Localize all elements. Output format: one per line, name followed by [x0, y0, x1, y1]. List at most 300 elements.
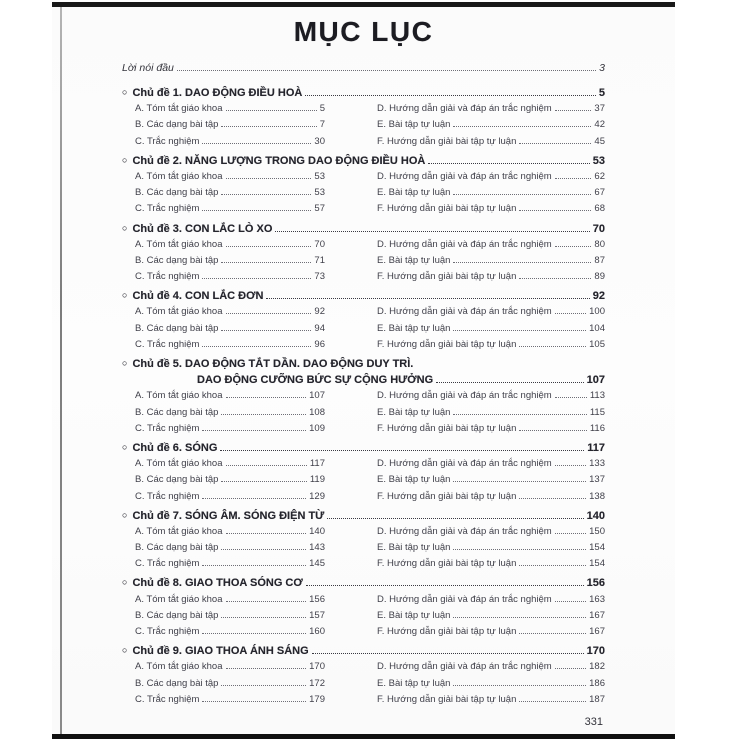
toc-entry-label: C. Trắc nghiệm — [135, 558, 200, 570]
dot-leader — [519, 701, 586, 702]
toc-entry — [135, 524, 325, 540]
toc-entry-label: F. Hướng dẫn giải bài tập tự luận — [377, 693, 517, 705]
dot-leader — [221, 194, 311, 195]
entries-left-column — [135, 169, 325, 218]
chapter-header — [122, 288, 605, 304]
dot-leader — [202, 278, 311, 279]
dot-leader — [519, 346, 586, 347]
dot-leader — [453, 617, 586, 618]
dot-leader — [453, 414, 586, 415]
page-title: MỤC LỤC — [293, 16, 434, 47]
toc-entry-page-number: 94 — [314, 322, 325, 334]
dot-leader — [202, 346, 311, 347]
chapter-header — [122, 221, 605, 237]
toc-entry-page-number: 70 — [314, 238, 325, 250]
toc-entry-page-number: 7 — [319, 119, 325, 131]
page-left-edge — [60, 7, 62, 734]
toc-entry-label: C. Trắc nghiệm — [135, 203, 200, 215]
toc-entry — [135, 472, 325, 488]
dot-leader — [555, 397, 587, 398]
dot-leader — [453, 194, 591, 195]
toc-entry-page-number: 5 — [319, 103, 325, 115]
dot-leader — [436, 382, 583, 383]
toc-entry — [377, 337, 605, 353]
entries-left-column — [135, 456, 325, 505]
toc-chapter — [122, 85, 605, 150]
toc-entry-label: D. Hướng dẫn giải và đáp án trắc nghiệm — [377, 306, 552, 318]
toc-entry-page-number: 156 — [309, 593, 325, 605]
dot-leader — [519, 633, 586, 634]
toc-entry-page-number: 89 — [594, 271, 605, 283]
toc-entry-page-number: 71 — [314, 254, 325, 266]
toc-entry — [377, 489, 605, 505]
toc-entry-label: F. Hướng dẫn giải bài tập tự luận — [377, 203, 517, 215]
toc-entry-label: D. Hướng dẫn giải và đáp án trắc nghiệm — [377, 170, 552, 182]
toc-entry — [135, 169, 325, 185]
toc-entry-label: E. Bài tập tự luận — [377, 609, 451, 621]
toc-entry-label: A. Tóm tắt giáo khoa — [135, 103, 223, 115]
toc-chapter — [122, 153, 605, 218]
chapter-title: Chủ đề 9. GIAO THOA ÁNH SÁNG — [132, 645, 309, 658]
chapter-page-number: 92 — [592, 290, 605, 303]
toc-entry-label: F. Hướng dẫn giải bài tập tự luận — [377, 422, 517, 434]
toc-entry-label: E. Bài tập tự luận — [377, 542, 451, 554]
dot-leader — [202, 430, 306, 431]
toc-entry-label: D. Hướng dẫn giải và đáp án trắc nghiệm — [377, 661, 552, 673]
dot-leader — [226, 465, 307, 466]
dot-leader — [555, 246, 592, 247]
toc-entry-label: E. Bài tập tự luận — [377, 406, 451, 418]
toc-entry — [377, 592, 605, 608]
dot-leader — [555, 533, 586, 534]
toc-entry-label: E. Bài tập tự luận — [377, 119, 451, 131]
toc-entry — [377, 524, 605, 540]
chapter-title: Chủ đề 3. CON LẮC LÒ XO — [132, 222, 273, 235]
toc-entry-label: E. Bài tập tự luận — [377, 677, 451, 689]
toc-entry-page-number: 108 — [309, 406, 325, 418]
entries-right-column — [377, 237, 605, 286]
toc-entry-label: E. Bài tập tự luận — [377, 254, 451, 266]
toc-entry-label: C. Trắc nghiệm — [135, 693, 200, 705]
toc-entry-page-number: 138 — [589, 490, 605, 502]
toc-entry — [377, 676, 605, 692]
toc-entry-page-number: 150 — [589, 525, 605, 537]
chapter-entries — [122, 169, 605, 218]
toc-entry — [377, 405, 605, 421]
chapter-title: Chủ đề 8. GIAO THOA SÓNG CƠ — [132, 577, 303, 590]
toc-entry-label: B. Các dạng bài tập — [135, 254, 219, 266]
toc-entry-page-number: 129 — [309, 490, 325, 502]
dot-leader — [220, 450, 584, 451]
chapter-entries — [122, 524, 605, 573]
toc-entry — [135, 405, 325, 421]
toc-entry — [135, 321, 325, 337]
toc-entry — [135, 388, 325, 404]
toc-chapters — [122, 85, 605, 708]
toc-entry — [135, 540, 325, 556]
dot-leader — [453, 549, 586, 550]
toc-entry-page-number: 182 — [589, 661, 605, 673]
toc-entry-page-number: 53 — [314, 187, 325, 199]
entries-right-column — [377, 304, 605, 353]
toc-entry — [377, 134, 605, 150]
toc-entry-label: F. Hướng dẫn giải bài tập tự luận — [377, 135, 517, 147]
entries-right-column — [377, 388, 605, 437]
toc-entry — [135, 676, 325, 692]
dot-leader — [226, 313, 312, 314]
chapter-entries — [122, 592, 605, 641]
toc-entry-label: D. Hướng dẫn giải và đáp án trắc nghiệm — [377, 103, 552, 115]
chapter-title: Chủ đề 4. CON LẮC ĐƠN — [132, 290, 264, 303]
chapter-page-number: 156 — [586, 577, 605, 590]
toc-entry-label: B. Các dạng bài tập — [135, 609, 219, 621]
toc-entry — [135, 237, 325, 253]
toc-entry-label: F. Hướng dẫn giải bài tập tự luận — [377, 338, 517, 350]
toc-entry — [135, 253, 325, 269]
entries-right-column — [377, 592, 605, 641]
chapter-header — [122, 356, 605, 372]
chapter-entries — [122, 388, 605, 437]
chapter-title-line2: DAO ĐỘNG CƯỠNG BỨC SỰ CỘNG HƯỞNG — [197, 374, 434, 387]
toc-entry-page-number: 157 — [309, 609, 325, 621]
toc-entry-page-number: 57 — [314, 203, 325, 215]
toc-entry-label: B. Các dạng bài tập — [135, 542, 219, 554]
toc-entry — [135, 608, 325, 624]
toc-entry-label: F. Hướng dẫn giải bài tập tự luận — [377, 490, 517, 502]
toc-entry — [377, 269, 605, 285]
toc-entry-label: F. Hướng dẫn giải bài tập tự luận — [377, 271, 517, 283]
dot-leader — [555, 465, 586, 466]
toc-entry-page-number: 154 — [589, 558, 605, 570]
dot-leader — [226, 178, 312, 179]
chapter-page-number: 53 — [592, 154, 605, 167]
toc-entry — [377, 304, 605, 320]
dot-leader — [202, 210, 311, 211]
toc-entry-page-number: 113 — [589, 390, 605, 402]
dot-leader — [519, 143, 591, 144]
toc-entry — [135, 101, 325, 117]
chapter-header — [122, 643, 605, 659]
chapter-entries — [122, 456, 605, 505]
toc-entry — [377, 201, 605, 217]
toc-entry-label: B. Các dạng bài tập — [135, 119, 219, 131]
toc-entry-label: A. Tóm tắt giáo khoa — [135, 458, 223, 470]
toc-entry-page-number: 87 — [594, 254, 605, 266]
toc-entry — [135, 456, 325, 472]
dot-leader — [555, 178, 592, 179]
toc-entry-page-number: 30 — [314, 135, 325, 147]
chapter-entries — [122, 304, 605, 353]
toc-entry-page-number: 115 — [589, 406, 605, 418]
entries-right-column — [377, 101, 605, 150]
dot-leader — [226, 246, 312, 247]
dot-leader — [453, 126, 591, 127]
entries-left-column — [135, 592, 325, 641]
dot-leader — [221, 414, 306, 415]
toc-entry — [135, 304, 325, 320]
chapter-title: Chủ đề 7. SÓNG ÂM. SÓNG ĐIỆN TỪ — [132, 509, 325, 522]
toc-entry — [377, 624, 605, 640]
toc-entry-label: F. Hướng dẫn giải bài tập tự luận — [377, 558, 517, 570]
toc-content — [122, 7, 605, 728]
entries-right-column — [377, 659, 605, 708]
dot-leader — [202, 633, 306, 634]
toc-entry-page-number: 37 — [594, 103, 605, 115]
toc-entry-page-number: 68 — [594, 203, 605, 215]
toc-entry-label: D. Hướng dẫn giải và đáp án trắc nghiệm — [377, 238, 552, 250]
circle-bullet-icon: ○ — [122, 645, 128, 656]
toc-entry-page-number: 100 — [589, 306, 605, 318]
toc-entry-label: A. Tóm tắt giáo khoa — [135, 390, 223, 402]
dot-leader — [226, 668, 307, 669]
chapter-title: Chủ đề 1. DAO ĐỘNG ĐIỀU HOÀ — [132, 87, 303, 99]
circle-bullet-icon: ○ — [122, 222, 128, 233]
toc-entry — [135, 592, 325, 608]
chapter-page-number: 5 — [598, 87, 605, 99]
dot-leader — [519, 498, 586, 499]
toc-entry-label: A. Tóm tắt giáo khoa — [135, 593, 223, 605]
toc-entry-page-number: 140 — [309, 525, 325, 537]
dot-leader — [453, 262, 591, 263]
toc-entry-label: C. Trắc nghiệm — [135, 135, 200, 147]
dot-leader — [306, 585, 584, 586]
toc-chapter — [122, 440, 605, 505]
dot-leader — [555, 668, 586, 669]
preface-entry — [122, 62, 605, 78]
dot-leader — [221, 330, 311, 331]
toc-entry — [135, 201, 325, 217]
toc-entry — [135, 269, 325, 285]
toc-chapter — [122, 221, 605, 286]
toc-entry-label: D. Hướng dẫn giải và đáp án trắc nghiệm — [377, 525, 552, 537]
toc-entry-page-number: 104 — [589, 322, 605, 334]
toc-entry-label: C. Trắc nghiệm — [135, 626, 200, 637]
toc-entry-label: A. Tóm tắt giáo khoa — [135, 306, 223, 318]
dot-leader — [305, 95, 596, 96]
entries-left-column — [135, 659, 325, 708]
dot-leader — [312, 653, 584, 654]
toc-entry — [135, 556, 325, 572]
dot-leader — [221, 617, 306, 618]
toc-entry-label: A. Tóm tắt giáo khoa — [135, 170, 223, 182]
chapter-title: Chủ đề 6. SÓNG — [132, 441, 218, 454]
toc-chapter — [122, 288, 605, 353]
toc-entry — [377, 692, 605, 708]
toc-entry-page-number: 116 — [589, 422, 605, 434]
preface-label: Lời nói đầu — [122, 62, 174, 74]
toc-entry — [377, 540, 605, 556]
dot-leader — [453, 330, 586, 331]
dot-leader — [453, 685, 586, 686]
chapter-title: Chủ đề 2. NĂNG LƯỢNG TRONG DAO ĐỘNG ĐIỀU HOÀ — [132, 154, 426, 167]
dot-leader — [202, 143, 311, 144]
toc-entry-label: B. Các dạng bài tập — [135, 677, 219, 689]
toc-entry — [377, 117, 605, 133]
toc-entry-page-number: 80 — [594, 238, 605, 250]
toc-entry — [135, 134, 325, 150]
entries-right-column — [377, 456, 605, 505]
circle-bullet-icon: ○ — [122, 358, 128, 368]
dot-leader — [519, 210, 591, 211]
dot-leader — [177, 70, 596, 71]
toc-entry-page-number: 119 — [309, 474, 325, 486]
toc-entry-page-number: 53 — [314, 170, 325, 182]
toc-entry-label: B. Các dạng bài tập — [135, 322, 219, 334]
toc-entry-page-number: 62 — [594, 170, 605, 182]
dot-leader — [555, 601, 586, 602]
toc-entry-label: D. Hướng dẫn giải và đáp án trắc nghiệm — [377, 593, 552, 605]
toc-entry — [377, 388, 605, 404]
toc-entry-label: B. Các dạng bài tập — [135, 474, 219, 486]
toc-entry-page-number: 186 — [589, 677, 605, 689]
entries-left-column — [135, 237, 325, 286]
toc-entry-page-number: 154 — [589, 542, 605, 554]
toc-entry-page-number: 133 — [589, 458, 605, 470]
toc-entry-page-number: 187 — [589, 693, 605, 705]
toc-entry-page-number: 167 — [589, 609, 605, 621]
toc-entry-page-number: 45 — [594, 135, 605, 147]
toc-entry-page-number: 117 — [309, 458, 325, 470]
dot-leader — [453, 481, 586, 482]
toc-entry-label: D. Hướng dẫn giải và đáp án trắc nghiệm — [377, 458, 552, 470]
chapter-title: Chủ đề 5. DAO ĐỘNG TẮT DẦN. DAO ĐỘNG DUY TRÌ. — [132, 358, 414, 370]
toc-entry-label: A. Tóm tắt giáo khoa — [135, 525, 223, 537]
toc-entry-page-number: 109 — [309, 422, 325, 434]
toc-entry-label: E. Bài tập tự luận — [377, 474, 451, 486]
entries-left-column — [135, 388, 325, 437]
toc-entry-label: A. Tóm tắt giáo khoa — [135, 238, 223, 250]
toc-entry — [377, 321, 605, 337]
dot-leader — [221, 685, 306, 686]
toc-entry — [135, 421, 325, 437]
toc-entry — [377, 659, 605, 675]
toc-entry — [377, 472, 605, 488]
toc-entry-page-number: 167 — [589, 626, 605, 637]
toc-entry-label: E. Bài tập tự luận — [377, 187, 451, 199]
toc-entry-label: B. Các dạng bài tập — [135, 187, 219, 199]
circle-bullet-icon: ○ — [122, 577, 128, 588]
toc-entry — [377, 169, 605, 185]
toc-entry-page-number: 42 — [594, 119, 605, 131]
toc-entry-label: C. Trắc nghiệm — [135, 490, 200, 502]
toc-entry — [377, 101, 605, 117]
toc-entry-label: C. Trắc nghiệm — [135, 422, 200, 434]
dot-leader — [275, 231, 589, 232]
dot-leader — [226, 533, 307, 534]
toc-chapter — [122, 508, 605, 573]
entries-left-column — [135, 524, 325, 573]
toc-entry — [135, 489, 325, 505]
toc-entry-page-number: 172 — [309, 677, 325, 689]
entries-left-column — [135, 304, 325, 353]
chapter-entries — [122, 237, 605, 286]
toc-entry — [377, 237, 605, 253]
toc-entry-page-number: 163 — [589, 593, 605, 605]
circle-bullet-icon: ○ — [122, 509, 128, 520]
toc-chapter — [122, 575, 605, 640]
toc-entry-page-number: 137 — [589, 474, 605, 486]
dot-leader — [202, 498, 306, 499]
toc-entry-page-number: 105 — [589, 338, 605, 350]
dot-leader — [555, 313, 586, 314]
chapter-entries — [122, 659, 605, 708]
chapter-header — [122, 440, 605, 456]
toc-entry — [377, 456, 605, 472]
dot-leader — [519, 430, 586, 431]
chapter-header-line2 — [122, 372, 605, 388]
dot-leader — [428, 163, 589, 164]
dot-leader — [226, 110, 317, 111]
chapter-page-number: 170 — [586, 645, 605, 658]
toc-entry-label: D. Hướng dẫn giải và đáp án trắc nghiệm — [377, 390, 552, 402]
preface-page-number: 3 — [599, 62, 605, 74]
toc-entry-label: B. Các dạng bài tập — [135, 406, 219, 418]
toc-entry — [377, 556, 605, 572]
toc-entry — [135, 117, 325, 133]
chapter-header — [122, 575, 605, 591]
toc-entry-page-number: 170 — [309, 661, 325, 673]
entries-right-column — [377, 169, 605, 218]
toc-entry — [135, 337, 325, 353]
toc-chapter — [122, 643, 605, 708]
circle-bullet-icon: ○ — [122, 154, 128, 165]
toc-entry — [135, 624, 325, 640]
dot-leader — [266, 298, 589, 299]
dot-leader — [221, 481, 306, 482]
toc-entry-page-number: 96 — [314, 338, 325, 350]
chapter-header — [122, 508, 605, 524]
dot-leader — [226, 601, 307, 602]
dot-leader — [221, 262, 311, 263]
toc-entry-label: C. Trắc nghiệm — [135, 338, 200, 350]
toc-entry — [135, 185, 325, 201]
entries-right-column — [377, 524, 605, 573]
circle-bullet-icon: ○ — [122, 87, 128, 97]
toc-entry-page-number: 143 — [309, 542, 325, 554]
toc-entry-page-number: 92 — [314, 306, 325, 318]
chapter-header — [122, 153, 605, 169]
scanned-book-page — [52, 2, 675, 739]
toc-entry — [135, 659, 325, 675]
dot-leader — [519, 565, 586, 566]
chapter-page-number: 70 — [592, 222, 605, 235]
toc-entry — [377, 253, 605, 269]
toc-entry — [377, 421, 605, 437]
dot-leader — [519, 278, 591, 279]
toc-entry-label: C. Trắc nghiệm — [135, 271, 200, 283]
dot-leader — [202, 701, 306, 702]
chapter-page-number: 117 — [587, 441, 605, 454]
circle-bullet-icon: ○ — [122, 290, 128, 301]
footer-page-number: 331 — [584, 715, 603, 728]
dot-leader — [221, 126, 316, 127]
toc-entry-label: A. Tóm tắt giáo khoa — [135, 661, 223, 673]
dot-leader — [555, 110, 592, 111]
toc-entry — [377, 185, 605, 201]
toc-chapter — [122, 356, 605, 437]
entries-left-column — [135, 101, 325, 150]
toc-entry-page-number: 73 — [314, 271, 325, 283]
chapter-page-number: 107 — [586, 374, 605, 387]
toc-entry — [377, 608, 605, 624]
dot-leader — [327, 518, 583, 519]
chapter-entries — [122, 101, 605, 150]
toc-entry-page-number: 107 — [309, 390, 325, 402]
dot-leader — [202, 565, 306, 566]
toc-entry-page-number: 160 — [309, 626, 325, 637]
circle-bullet-icon: ○ — [122, 441, 128, 452]
dot-leader — [221, 549, 306, 550]
